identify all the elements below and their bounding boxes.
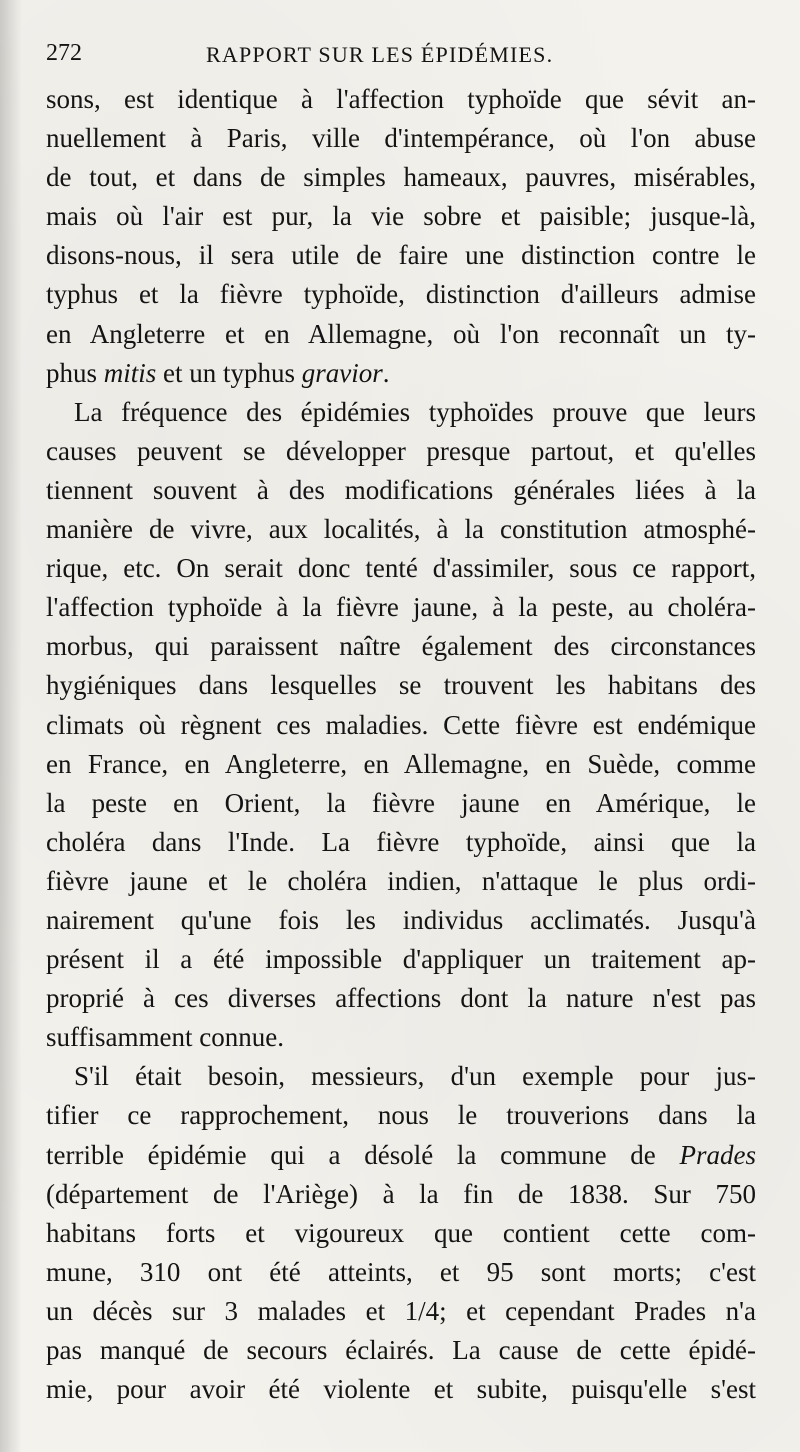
text-line: morbus, qui paraissent naître également des circonstances <box>46 631 756 662</box>
running-head: RAPPORT SUR LES ÉPIDÉMIES. <box>206 42 554 67</box>
text-line <box>46 354 756 393</box>
text-span: et un typhus <box>156 357 302 388</box>
text-line: sons, est identique à l'affection typhoïde que sévit an- <box>46 84 756 114</box>
text-span: . <box>382 357 390 388</box>
page-gutter-shadow <box>0 0 22 1452</box>
page-header <box>46 36 756 76</box>
text-line: manière de vivre, aux localités, à la constitution atmosphé- <box>46 514 756 545</box>
text-line: l'affection typhoïde à la fièvre jaune, à la peste, au choléra- <box>46 592 756 623</box>
italic-word: Prades <box>679 1139 756 1170</box>
page-number: 272 <box>46 40 82 66</box>
text-line: climats où règnent ces maladies. Cette fièvre est endémique <box>46 709 756 740</box>
text-line: proprié à ces diverses affections dont la nature n'est pas <box>46 983 756 1014</box>
text-line: rique, etc. On serait donc tenté d'assimiler, sous ce rapport, <box>46 553 756 584</box>
body-text <box>46 80 756 1409</box>
text-line: un décès sur 3 malades et 1/4; et cependant Prades n'a <box>46 1295 756 1326</box>
text-line: tiennent souvent à des modifications générales liées à la <box>46 474 756 505</box>
text-line: causes peuvent se développer presque partout, et qu'elles <box>46 435 756 466</box>
text-line: hygiéniques dans lesquelles se trouvent les habitans des <box>46 670 756 701</box>
text-line: choléra dans l'Inde. La fièvre typhoïde, ainsi que la <box>46 826 756 857</box>
text-line: S'il était besoin, messieurs, d'un exemple pour jus- <box>74 1061 756 1092</box>
text-line: en Angleterre et en Allemagne, où l'on reconnaît un ty- <box>46 318 756 349</box>
text-line: typhus et la fièvre typhoïde, distinction d'ailleurs admise <box>46 279 756 310</box>
text-line <box>46 1136 756 1175</box>
text-line: mais où l'air est pur, la vie sobre et paisible; jusque-là, <box>46 201 756 232</box>
text-line: pas manqué de secours éclairés. La cause de cette épidé- <box>46 1335 756 1365</box>
text-line: en France, en Angleterre, en Allemagne, en Suède, comme <box>46 748 756 779</box>
text-line: nuellement à Paris, ville d'intempérance, où l'on abuse <box>46 123 756 154</box>
text-line: suffisamment connue. <box>46 1022 284 1053</box>
text-line: tifier ce rapprochement, nous le trouverions dans la <box>46 1100 756 1131</box>
text-line: habitans forts et vigoureux que contient cette com- <box>46 1217 756 1248</box>
text-line: (département de l'Ariège) à la fin de 1838. Sur 750 <box>46 1178 756 1209</box>
text-span: terrible épidémie qui a désolé la commune de <box>46 1139 680 1170</box>
text-line: mune, 310 ont été atteints, et 95 sont morts; c'est <box>46 1256 756 1287</box>
text-line: de tout, et dans de simples hameaux, pauvres, misérables, <box>46 162 756 193</box>
text-line: présent il a été impossible d'appliquer un traitement ap- <box>46 944 756 975</box>
text-line: nairement qu'une fois les individus acclimatés. Jusqu'à <box>46 904 756 935</box>
text-span: phus <box>46 357 104 388</box>
text-line: la peste en Orient, la fièvre jaune en Amérique, le <box>46 787 756 818</box>
italic-word: gravior <box>301 357 383 388</box>
text-line: La fréquence des épidémies typhoïdes prouve que leurs <box>74 396 756 427</box>
italic-word: mitis <box>103 357 157 388</box>
text-line: fièvre jaune et le choléra indien, n'attaque le plus ordi- <box>46 865 756 896</box>
text-line: disons-nous, il sera utile de faire une distinction contre le <box>46 240 756 271</box>
text-line: mie, pour avoir été violente et subite, puisqu'elle s'est <box>46 1374 756 1405</box>
